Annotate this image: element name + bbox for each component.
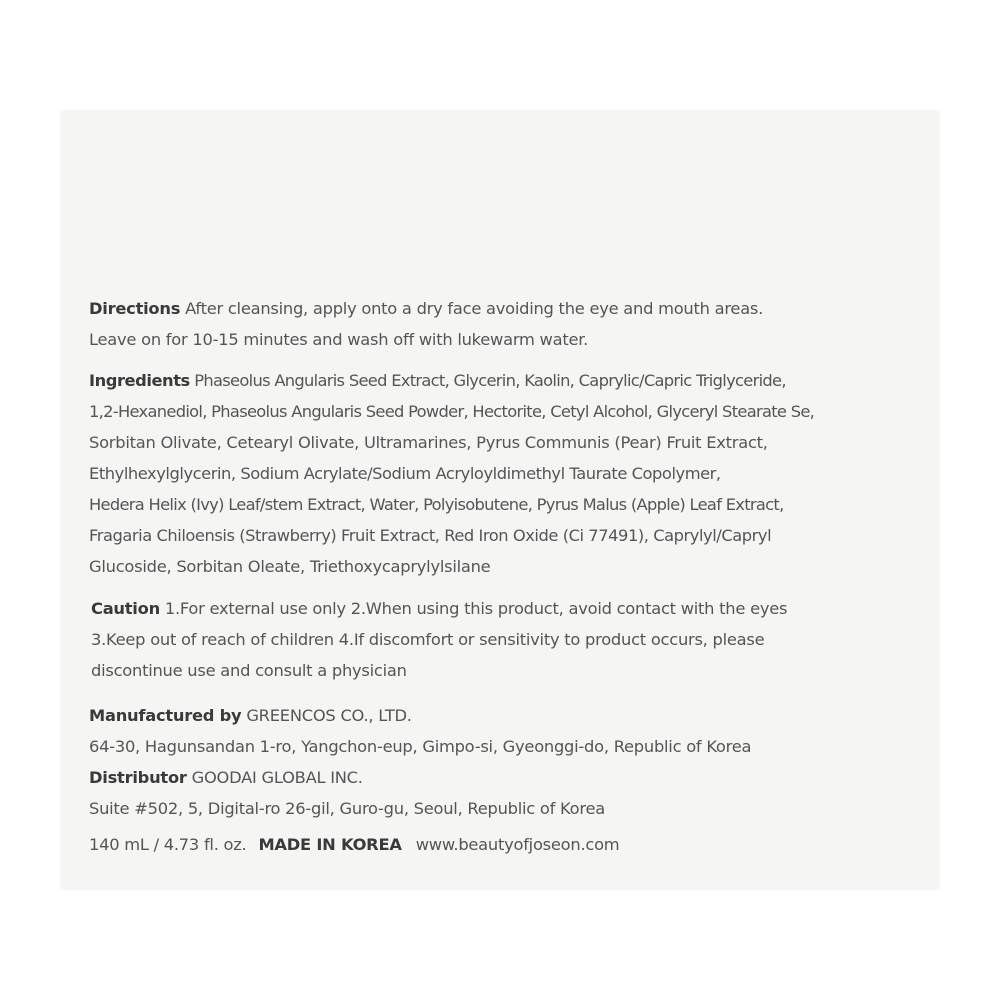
manufacturer-name: GREENCOS CO., LTD. <box>241 706 412 725</box>
caution-line-1 <box>91 593 911 624</box>
ingredients-section <box>89 365 909 582</box>
volume-text: 140 mL / 4.73 fl. oz. <box>89 835 247 854</box>
ingredients-text-1: Phaseolus Angularis Seed Extract, Glycerin, Kaolin, Caprylic/Capric Triglyceride, <box>189 371 786 390</box>
directions-text-2: Leave on for 10-15 minutes and wash off with lukewarm water. <box>89 330 589 349</box>
distributor-name: GOODAI GLOBAL INC. <box>186 768 363 787</box>
ingredients-line-1 <box>89 365 909 396</box>
website-url: www.beautyofjoseon.com <box>415 835 620 854</box>
manufacturer-line <box>89 700 909 731</box>
manufacturer-label: Manufactured by <box>89 706 242 725</box>
ingredients-text-5: Hedera Helix (Ivy) Leaf/stem Extract, Water, Polyisobutene, Pyrus Malus (Apple) Leaf Extract, <box>89 495 784 514</box>
distributor-label: Distributor <box>89 768 187 787</box>
distributor-line <box>89 762 909 793</box>
directions-section <box>89 293 909 355</box>
ingredients-text-7: Glucoside, Sorbitan Oleate, Triethoxycaprylylsilane <box>89 557 491 576</box>
caution-section <box>91 593 911 686</box>
ingredients-label: Ingredients <box>89 371 190 390</box>
directions-label: Directions <box>89 299 181 318</box>
caution-text-2: 3.Keep out of reach of children 4.If discomfort or sensitivity to product occurs, please <box>91 630 765 649</box>
origin-text: MADE IN KOREA <box>258 835 402 854</box>
caution-text-1: 1.For external use only 2.When using this product, avoid contact with the eyes <box>159 599 788 618</box>
ingredients-text-4: Ethylhexylglycerin, Sodium Acrylate/Sodium Acryloyldimethyl Taurate Copolymer, <box>89 464 721 483</box>
company-section <box>89 700 909 824</box>
distributor-address: Suite #502, 5, Digital-ro 26-gil, Guro-gu, Seoul, Republic of Korea <box>89 799 605 818</box>
directions-text-1: After cleansing, apply onto a dry face avoiding the eye and mouth areas. <box>180 299 764 318</box>
manufacturer-address: 64-30, Hagunsandan 1-ro, Yangchon-eup, Gimpo-si, Gyeonggi-do, Republic of Korea <box>89 737 752 756</box>
ingredients-text-3: Sorbitan Olivate, Cetearyl Olivate, Ultramarines, Pyrus Communis (Pear) Fruit Extract, <box>89 433 768 452</box>
caution-text-3: discontinue use and consult a physician <box>91 661 407 680</box>
caution-label: Caution <box>91 599 160 618</box>
ingredients-text-2: 1,2-Hexanediol, Phaseolus Angularis Seed Powder, Hectorite, Cetyl Alcohol, Glyceryl Stearate Se, <box>89 402 815 421</box>
ingredients-text-6: Fragaria Chiloensis (Strawberry) Fruit Extract, Red Iron Oxide (Ci 77491), Caprylyl/Capryl <box>89 526 772 545</box>
footer-line <box>89 832 909 858</box>
directions-line-1 <box>89 293 909 324</box>
